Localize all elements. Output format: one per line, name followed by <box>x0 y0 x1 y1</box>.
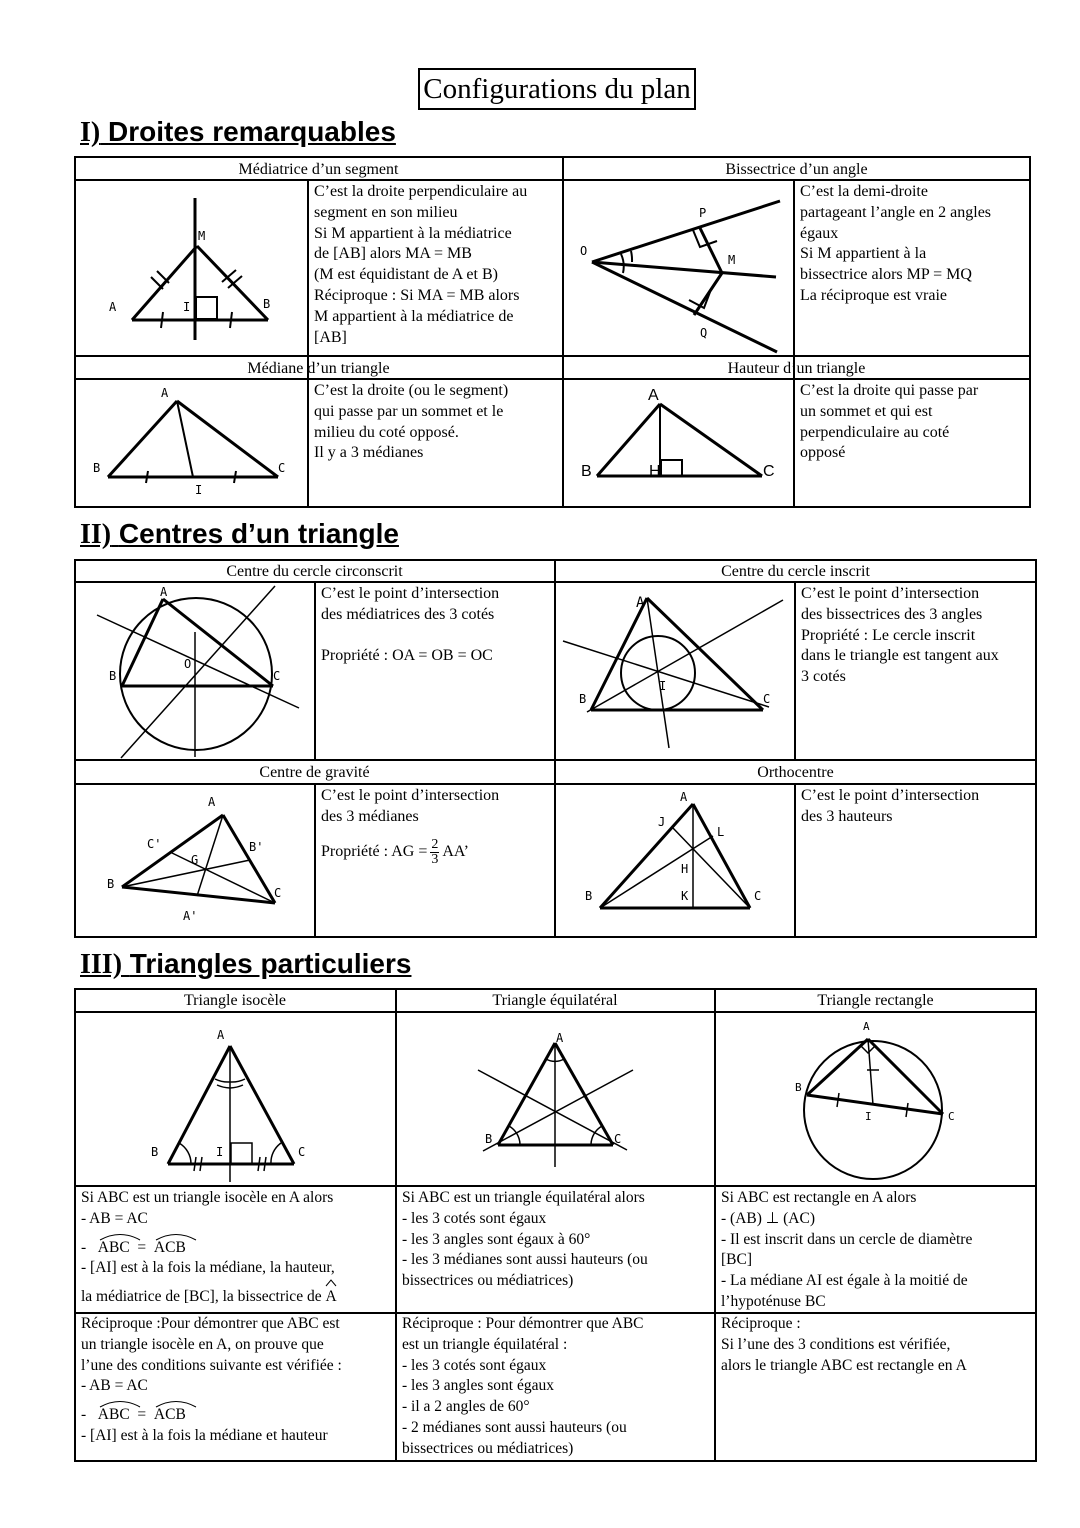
point-label: I <box>195 483 203 497</box>
text-line: qui passe par un sommet et le <box>314 402 504 420</box>
point-label: B <box>107 877 115 891</box>
mediane-figure <box>75 380 307 507</box>
hauteur-header: Hauteur d’un triangle <box>727 360 866 377</box>
point-label: H <box>649 463 661 480</box>
point-label: C <box>614 1132 622 1146</box>
inscrit-figure <box>555 582 794 759</box>
point-label: C <box>763 692 771 706</box>
fraction-numerator: 2 <box>431 836 439 852</box>
point-label: A <box>109 300 117 314</box>
text-line: - les 3 angles sont égaux <box>402 1377 554 1395</box>
orthocentre-figure <box>555 784 794 937</box>
text-line: milieu du coté opposé. <box>314 423 459 441</box>
point-label: A <box>648 387 659 404</box>
fraction <box>430 838 439 867</box>
point-label: C <box>273 669 281 683</box>
point-label: C' <box>147 837 162 851</box>
bissectrice-text <box>800 182 1028 307</box>
text-line: La réciproque est vraie <box>800 286 948 304</box>
point-label: O <box>184 657 192 671</box>
text-line: - les 3 angles sont égaux à 60° <box>402 1230 591 1248</box>
hauteur-figure <box>563 380 793 507</box>
text-line: segment en son milieu <box>314 203 458 221</box>
page-title: Configurations du plan <box>418 68 696 110</box>
rectangle-figure <box>715 1012 1036 1185</box>
mediatrice-header: Médiatrice d’un segment <box>238 161 399 178</box>
point-label: B <box>485 1132 493 1146</box>
text-line <box>81 1287 393 1308</box>
point-label: B <box>93 461 101 475</box>
point-label: A <box>161 386 169 400</box>
point-label: A <box>160 585 168 599</box>
point-label: A <box>636 595 645 611</box>
text-dash: - <box>81 1238 87 1256</box>
angle-abc <box>98 1405 130 1426</box>
angle-text: ACB <box>153 1238 186 1256</box>
point-label: C <box>298 1145 306 1159</box>
text-line: Si M appartient à la médiatrice <box>314 224 512 242</box>
text-line: 3 cotés <box>801 668 846 686</box>
isocele-reciprocal <box>81 1314 393 1447</box>
text-line: Si M appartient à la <box>800 245 927 263</box>
text-line: (M est équidistant de A et B) <box>314 266 498 284</box>
equilateral-figure <box>396 1012 714 1185</box>
text-line: alors le triangle ABC est rectangle en A <box>721 1356 967 1374</box>
text-line: bissectrice alors MP = MQ <box>800 266 972 284</box>
point-label: B <box>581 463 592 480</box>
point-label: G <box>191 853 199 867</box>
text-line: M appartient à la médiatrice de <box>314 307 514 325</box>
equilateral-properties <box>402 1188 712 1292</box>
point-label: C <box>278 461 286 475</box>
text-line: des bissectrices des 3 angles <box>801 605 983 623</box>
text-line: - les 3 médianes sont aussi hauteurs (ou <box>402 1251 648 1269</box>
divider <box>314 784 316 937</box>
text-line: - il a 2 angles de 60° <box>402 1398 530 1416</box>
text-line: Si ABC est un triangle équilatéral alors <box>402 1189 645 1206</box>
point-label: I <box>216 1145 224 1159</box>
text-line: bissectrices ou médiatrices) <box>402 1272 574 1290</box>
text-line: Il y a 3 médianes <box>314 444 424 462</box>
text-line: Propriété : Le cercle inscrit <box>801 626 976 644</box>
angle-text: ABC <box>97 1406 130 1424</box>
rectangle-header: Triangle rectangle <box>817 992 934 1009</box>
point-label: B <box>585 889 593 903</box>
point-label: I <box>183 300 191 314</box>
gravite-property <box>321 838 551 867</box>
text-line: Si ABC est rectangle en A alors <box>721 1189 917 1206</box>
circonscrit-text <box>321 584 551 666</box>
point-label: I <box>659 679 667 693</box>
text-line: un triangle isocèle en A, on prouve que <box>81 1335 324 1353</box>
mediane-header: Médiane d’un triangle <box>247 360 390 377</box>
point-label: B <box>109 669 117 683</box>
text-line: l’une des conditions suivante est vérifiée : <box>81 1356 342 1374</box>
point-label: C <box>948 1110 955 1123</box>
bissectrice-figure <box>563 180 793 355</box>
text-line: - les 3 cotés sont égaux <box>402 1356 547 1374</box>
section-heading-1 <box>80 116 396 149</box>
text-line: - (AB) ⊥ (AC) <box>721 1209 815 1227</box>
text-line: - Il est inscrit dans un cercle de diamètre <box>721 1230 973 1248</box>
section-heading-2 <box>80 518 399 551</box>
point-label: B <box>579 692 587 706</box>
section-number: II) <box>80 519 112 550</box>
text-eq: = <box>137 1406 147 1424</box>
point-label: A <box>863 1020 870 1033</box>
text-line: Réciproque : Pour démontrer que ABC <box>402 1315 644 1332</box>
text-dash: - <box>81 1406 87 1424</box>
point-label: B <box>263 297 271 311</box>
angle-text: A <box>325 1288 337 1306</box>
angle-acb <box>154 1405 186 1426</box>
point-label: P <box>699 206 707 220</box>
bissectrice-header: Bissectrice d’un angle <box>725 161 868 178</box>
mediane-text <box>314 381 560 464</box>
section-title: Droites remarquables <box>108 116 396 147</box>
point-label: M <box>728 253 736 267</box>
point-label: A <box>680 790 688 804</box>
point-label: Q <box>700 326 708 340</box>
text-line: C’est la droite qui passe par <box>800 382 979 399</box>
text-line: opposé <box>800 444 846 462</box>
divider <box>793 180 795 507</box>
point-label: I <box>865 1110 872 1123</box>
point-label: C <box>754 889 762 903</box>
angle-equality <box>81 1238 393 1259</box>
text-line: de [AB] alors MA = MB <box>314 245 472 263</box>
point-label: B <box>795 1081 802 1094</box>
text-line: dans le triangle est tangent aux <box>801 647 999 665</box>
isocele-figure <box>75 1012 395 1185</box>
divider <box>75 1185 1036 1187</box>
text-line: Si ABC est un triangle isocèle en A alors <box>81 1189 334 1206</box>
point-label: K <box>681 889 689 903</box>
point-label: A <box>208 795 216 809</box>
text-line: - AB = AC <box>81 1377 148 1395</box>
angle-acb <box>154 1238 186 1259</box>
circonscrit-figure <box>75 582 314 759</box>
point-label: B <box>151 1145 159 1159</box>
inscrit-header: Centre du cercle inscrit <box>721 563 870 580</box>
text-line: Réciproque : Si MA = MB alors <box>314 286 520 304</box>
gravite-figure <box>75 784 314 937</box>
point-label: J <box>658 815 666 829</box>
text-line: des médiatrices des 3 cotés <box>321 605 495 623</box>
section-heading-3 <box>80 948 411 981</box>
text-line: C’est le point d’intersection <box>801 585 980 602</box>
property-suffix: AA’ <box>442 842 470 860</box>
text-line: perpendiculaire au coté <box>800 423 950 441</box>
angle-text: ABC <box>97 1238 130 1256</box>
section-title: Centres d’un triangle <box>118 518 399 549</box>
section-number: III) <box>80 949 123 980</box>
text-line: - [AI] est à la fois la médiane, la hauteur, <box>81 1259 335 1277</box>
property-prefix: Propriété : AG = <box>321 842 428 860</box>
fraction-denominator: 3 <box>431 851 439 867</box>
section-title: Triangles particuliers <box>129 948 412 979</box>
angle-equality <box>81 1405 393 1426</box>
point-label: A <box>217 1028 225 1042</box>
orthocentre-header: Orthocentre <box>757 764 834 781</box>
circonscrit-header: Centre du cercle circonscrit <box>226 563 403 580</box>
point-label: A <box>556 1031 564 1045</box>
text-line: - AB = AC <box>81 1209 148 1227</box>
divider <box>75 355 1030 357</box>
equilateral-reciprocal <box>402 1314 712 1460</box>
text-eq: = <box>137 1238 147 1256</box>
divider <box>794 582 796 759</box>
text-line: Réciproque : <box>721 1315 801 1332</box>
text-line: [BC] <box>721 1251 752 1269</box>
divider <box>314 582 316 759</box>
divider <box>307 180 309 507</box>
section-number: I) <box>80 117 101 148</box>
text-line: - 2 médianes sont aussi hauteurs (ou <box>402 1418 627 1436</box>
inscrit-text <box>801 584 1034 688</box>
text-line: C’est le point d’intersection <box>321 585 500 602</box>
divider <box>75 759 1036 761</box>
angle-text: ACB <box>153 1406 186 1424</box>
text-line: Si l’une des 3 conditions est vérifiée, <box>721 1335 951 1353</box>
text-line: un sommet et qui est <box>800 402 933 420</box>
rectangle-properties <box>721 1188 1034 1313</box>
isocele-header: Triangle isocèle <box>183 992 287 1009</box>
text-line: C’est la demi-droite <box>800 183 928 200</box>
point-label: L <box>717 825 725 839</box>
property-line: Propriété : OA = OB = OC <box>321 646 493 664</box>
text-line: [AB] <box>314 328 347 346</box>
equilateral-header: Triangle équilatéral <box>492 992 618 1009</box>
point-label: B' <box>249 840 264 854</box>
text-line: C’est la droite perpendiculaire au <box>314 183 528 200</box>
point-label: A' <box>183 909 198 923</box>
angle-a <box>325 1287 336 1308</box>
rectangle-reciprocal <box>721 1314 1034 1376</box>
angle-abc <box>98 1238 130 1259</box>
divider <box>794 784 796 937</box>
point-label: H <box>681 862 689 876</box>
text-line: - [AI] est à la fois la médiane et hauteur <box>81 1426 328 1444</box>
point-label: O <box>580 244 588 258</box>
text-line: l’hypoténuse BC <box>721 1292 826 1310</box>
point-label: C <box>763 463 775 480</box>
text-line: C’est le point d’intersection <box>801 787 980 804</box>
text-line: C’est le point d’intersection <box>321 787 500 804</box>
text-line: partageant l’angle en 2 angles <box>800 203 992 221</box>
gravite-header: Centre de gravité <box>259 764 370 781</box>
text-line: Réciproque :Pour démontrer que ABC est <box>81 1315 340 1332</box>
text-part: la médiatrice de [BC], la bissectrice de <box>81 1288 322 1306</box>
isocele-properties <box>81 1188 393 1308</box>
text-line: C’est la droite (ou le segment) <box>314 382 509 399</box>
text-line: - les 3 cotés sont égaux <box>402 1209 547 1227</box>
gravite-text <box>321 786 551 867</box>
point-label: M <box>198 229 206 243</box>
point-label: C <box>274 886 282 900</box>
mediatrice-figure <box>75 180 307 355</box>
text-line: est un triangle équilatéral : <box>402 1335 568 1353</box>
text-line: des 3 médianes <box>321 807 419 825</box>
text-line: bissectrices ou médiatrices) <box>402 1439 574 1457</box>
text-line: des 3 hauteurs <box>801 807 893 825</box>
text-line: égaux <box>800 224 839 242</box>
orthocentre-text <box>801 786 1034 828</box>
mediatrice-text <box>314 182 560 348</box>
hauteur-text <box>800 381 1028 464</box>
text-line: - La médiane AI est égale à la moitié de <box>721 1272 968 1290</box>
